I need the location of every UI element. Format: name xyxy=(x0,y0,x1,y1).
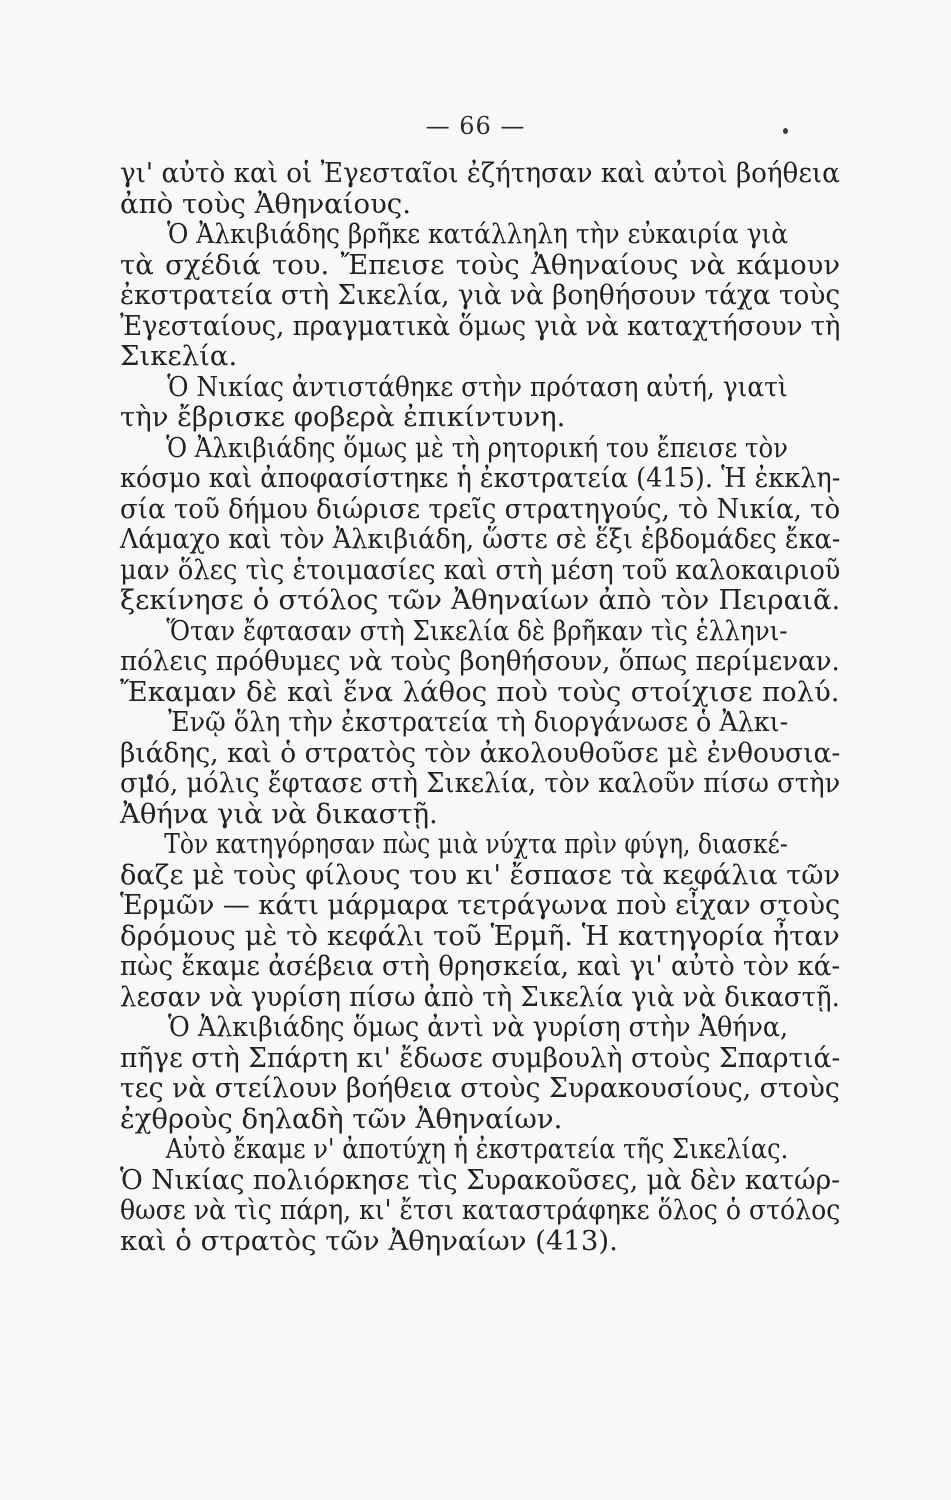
text-line: ἐκστρατεία στὴ Σικελία, γιὰ νὰ βοηθήσουν τάχα τοὺς xyxy=(120,279,841,311)
text-line: πόλεις πρόθυμες νὰ τοὺς βοηθήσουν, ὅπως περίμεναν. xyxy=(120,645,840,677)
text-line: Ἔκαμαν δὲ καὶ ἕνα λάθος ποὺ τοὺς στοίχισε πολύ. xyxy=(120,675,840,708)
text-line: τὰ σχέδιά του. Ἔπεισε τοὺς Ἀθηναίους νὰ κάμουν xyxy=(120,248,841,281)
text-line: Ὁ Ἀλκιβιάδης ὅμως μὲ τὴ ρητορική του ἔπεισε τὸν xyxy=(166,431,788,464)
text-line: Ἐγεσταίους, πραγματικὰ ὅμως γιὰ νὰ καταχτήσουν τὴ xyxy=(120,309,841,342)
text-line: μαν ὅλες τὶς ἑτοιμασίες καὶ στὴ μέση τοῦ καλοκαιριοῦ xyxy=(120,553,841,586)
text-line: Ὁ Ἀλκιβιάδης βρῆκε κατάλληλη τὴν εὐκαιρία γιὰ xyxy=(167,218,788,250)
text-line: ἀπὸ τοὺς Ἀθηναίους. xyxy=(120,187,411,220)
text-line: Λάμαχο καὶ τὸν Ἀλκιβιάδη, ὥστε σὲ ἕξι ἑβδομάδες ἔκα- xyxy=(120,523,841,555)
text-line: καὶ ὁ στρατὸς τῶν Ἀθηναίων (413). xyxy=(120,1224,618,1257)
text-line: Σικελία. xyxy=(120,340,238,372)
text-line: Ὁ Ἀλκιβιάδης ὅμως ἀντὶ νὰ γυρίση στὴν Ἀθήνα, xyxy=(167,1011,789,1043)
text-line: δαζε μὲ τοὺς φίλους του κι' ἔσπασε τὰ κεφάλια τῶν xyxy=(120,858,841,891)
text-line: Ἐνῷ ὅλη τὴν ἐκστρατεία τὴ διοργάνωσε ὁ Ἀλκι- xyxy=(167,706,789,738)
text-line: γι' αὐτὸ καὶ οἱ Ἐγεσταῖοι ἐζήτησαν καὶ αὐτοὶ βοήθεια xyxy=(120,157,840,189)
text-line: Τὸν κατηγόρησαν πὼς μιὰ νύχτα πρὶν φύγη, διασκέ- xyxy=(164,828,788,860)
text-line: δρόμους μὲ τὸ κεφάλι τοῦ Ἑρμῆ. Ἡ κατηγορία ἦταν xyxy=(120,919,840,952)
text-line: τὴν ἔβρισκε φοβερὰ ἐπικίντυνη. xyxy=(120,401,566,433)
text-line: σμό, μόλις ἔφτασε στὴ Σικελία, τὸν καλοῦν πίσω στὴν xyxy=(120,767,841,799)
page-number: — 66 — xyxy=(425,112,526,140)
text-line: ξεκίνησε ὁ στόλος τῶν Ἀθηναίων ἀπὸ τὸν Πειραιᾶ. xyxy=(120,584,841,616)
text-line: βιάδης, καὶ ὁ στρατὸς τὸν ἀκολουθοῦσε μὲ ἐνθουσια- xyxy=(120,736,841,769)
text-line: Ὁ Νικίας πολιόρκησε τὶς Συρακοῦσες, μὰ δὲν κατώρ- xyxy=(120,1163,841,1196)
text-line: τες νὰ στείλουν βοήθεια στοὺς Συρακουσίους, στοὺς xyxy=(120,1072,840,1104)
text-line: Ὅταν ἔφτασαν στὴ Σικελία δὲ βρῆκαν τὶς ἑλληνι- xyxy=(166,614,788,647)
text-line: Ἑρμῶν — κάτι μάρμαρα τετράγωνα ποὺ εἶχαν στοὺς xyxy=(120,889,841,921)
text-line: ἐχθροὺς δηλαδὴ τῶν Ἀθηναίων. xyxy=(120,1102,563,1135)
text-line: κόσμο καὶ ἀποφασίστηκε ἡ ἐκστρατεία (415). Ἡ ἐκκλη- xyxy=(120,462,841,494)
text-line: Ἀθήνα γιὰ νὰ δικαστῇ. xyxy=(120,797,438,830)
text-line: λεσαν νὰ γυρίση πίσω ἀπὸ τὴ Σικελία γιὰ νὰ δικαστῇ. xyxy=(120,980,840,1013)
text-line: σία τοῦ δήμου διώρισε τρεῖς στρατηγούς, τὸ Νικία, τὸ xyxy=(120,492,841,525)
text-line: θωσε νὰ τὶς πάρη, κι' ἔτσι καταστράφηκε ὅλος ὁ στόλος xyxy=(120,1194,841,1226)
body-text xyxy=(120,158,840,1256)
ink-speck xyxy=(783,128,788,134)
text-line: Αὐτὸ ἔκαμε ν' ἀποτύχη ἡ ἐκστρατεία τῆς Σικελίας. xyxy=(165,1133,789,1165)
text-line: πὼς ἔκαμε ἀσέβεια στὴ θρησκεία, καὶ γι' αὐτὸ τὸν κά- xyxy=(120,950,841,982)
text-line: πῆγε στὴ Σπάρτη κι' ἔδωσε συμβουλὴ στοὺς Σπαρτιά- xyxy=(120,1041,841,1074)
text-line: Ὁ Νικίας ἀντιστάθηκε στὴν πρόταση αὐτή, γιατὶ xyxy=(167,370,788,403)
